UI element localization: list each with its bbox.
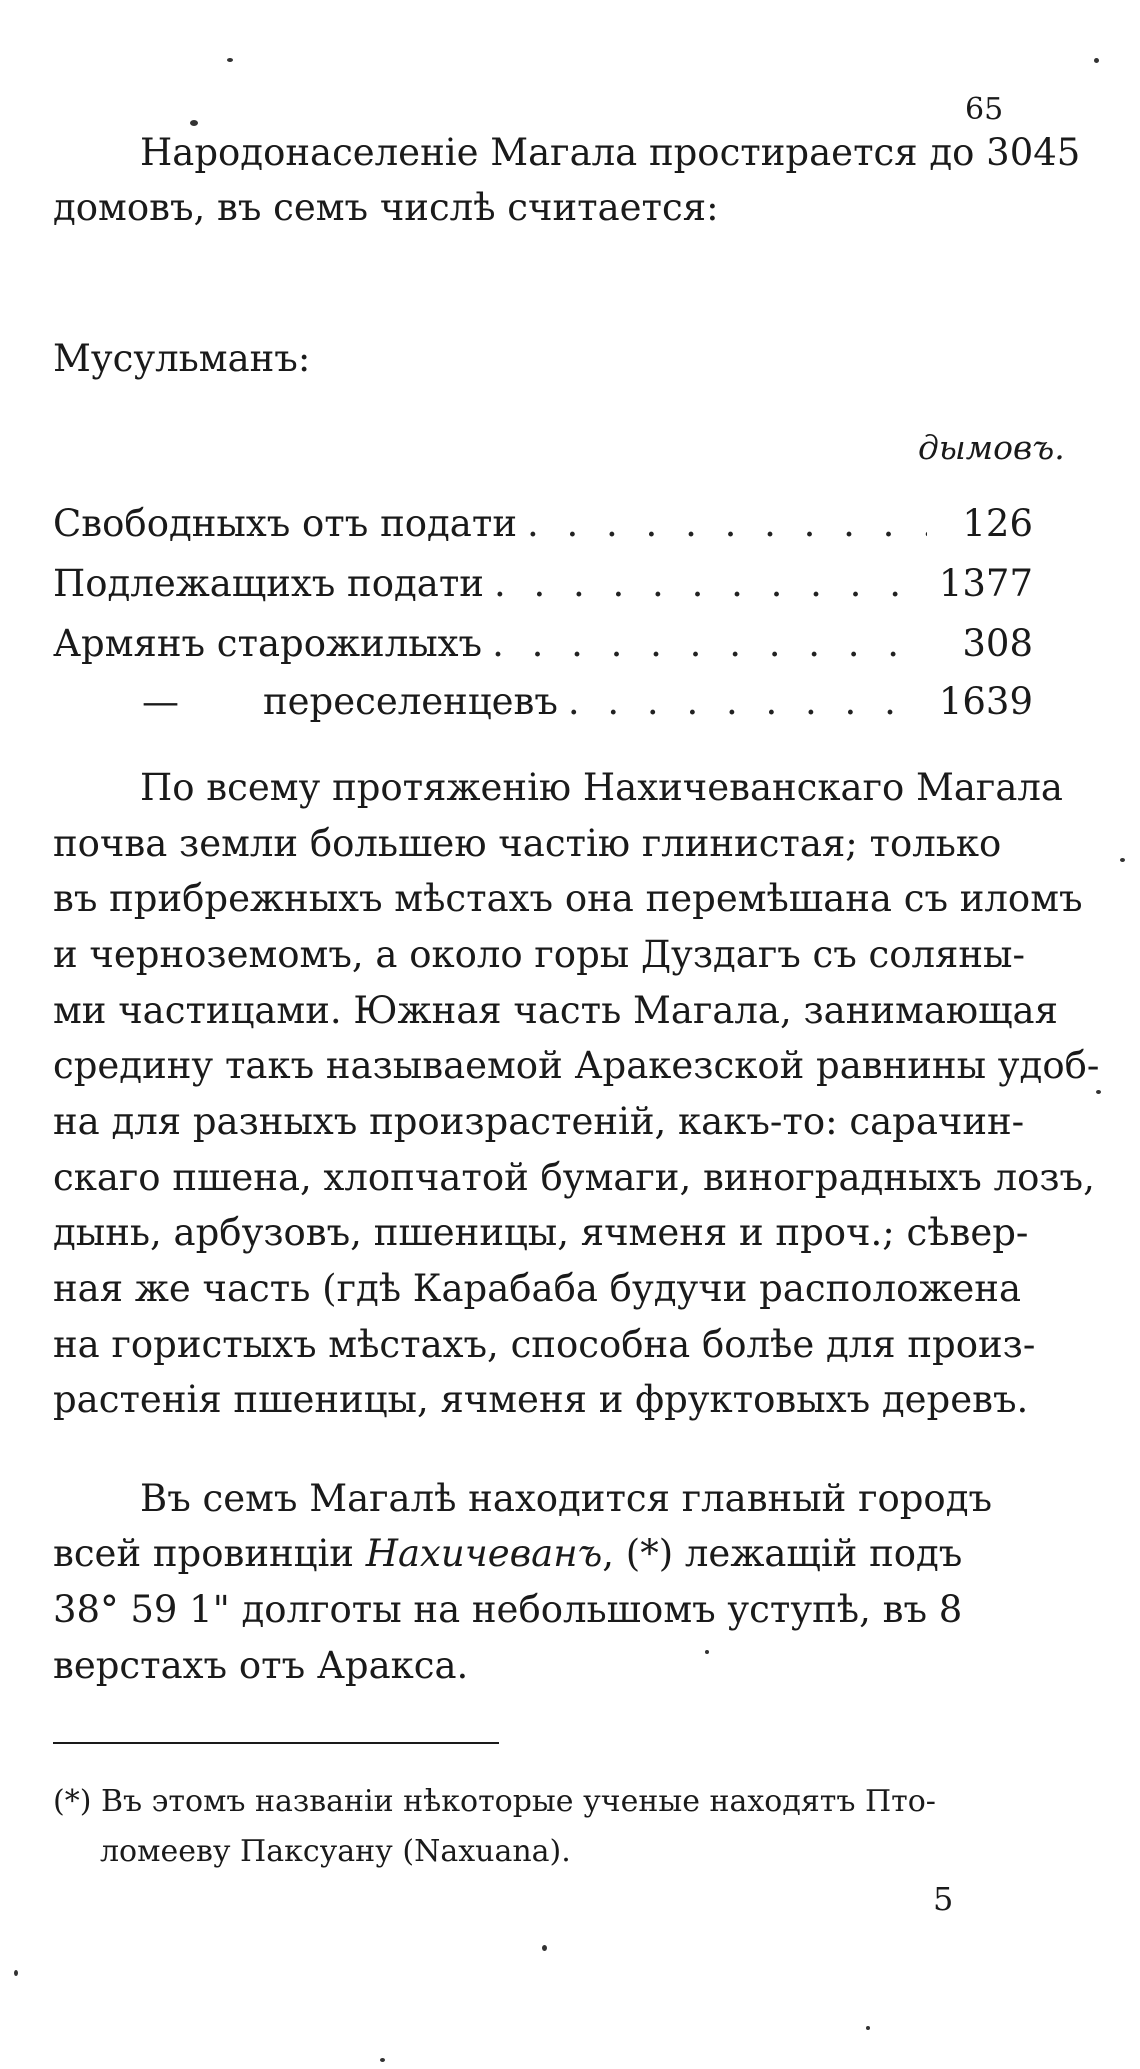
- scan-speck: [190, 120, 198, 126]
- count-label: Армянъ старожилыхъ: [53, 622, 483, 665]
- paragraph-3-line: [53, 1529, 962, 1579]
- intro-line-2: домовъ, въ семъ числѣ считается:: [53, 186, 719, 229]
- count-label-with-dash: [53, 680, 558, 723]
- scan-speck: [1096, 1090, 1101, 1094]
- paragraph-3-line: Въ семъ Магалѣ находится главный городъ: [140, 1477, 993, 1520]
- scan-speck: [866, 2026, 870, 2030]
- paragraph-3-text: , (*) лежащій подъ: [602, 1532, 963, 1575]
- intro-line-1: Народонаселеніе Магала простирается до 3045: [140, 131, 1081, 174]
- paragraph-2-line: ми частицами. Южная часть Магала, занимающая: [53, 989, 1058, 1032]
- paragraph-2-line: на для разныхъ произрастеній, какъ-то: сарачин-: [53, 1100, 1025, 1143]
- paragraph-2-line: и черноземомъ, а около горы Дуздагъ съ соляны-: [53, 933, 1026, 976]
- paragraph-2-line: въ прибрежныхъ мѣстахъ она перемѣшана съ иломъ: [53, 877, 1083, 920]
- paragraph-2-line: дынь, арбузовъ, пшеницы, ячменя и проч.; сѣвер-: [53, 1211, 1029, 1254]
- ditto-dash: —: [142, 680, 179, 723]
- dot-leader: [492, 622, 927, 665]
- signature-mark: 5: [933, 1880, 954, 1918]
- count-label: Свободныхъ отъ подати: [53, 502, 517, 545]
- count-value: 1377: [938, 562, 1033, 605]
- count-value: 308: [962, 622, 1033, 665]
- unit-header: дымовъ.: [918, 428, 1065, 467]
- scan-speck: [14, 1970, 18, 1976]
- count-label: Подлежащихъ подати: [53, 562, 484, 605]
- paragraph-2-line: растенія пшеницы, ячменя и фруктовыхъ деревъ.: [53, 1378, 1029, 1421]
- count-value: 126: [962, 502, 1033, 545]
- count-row: [53, 502, 1033, 552]
- dot-leader: [494, 562, 927, 605]
- paragraph-2-line: на гористыхъ мѣстахъ, способна болѣе для произ-: [53, 1323, 1036, 1366]
- paragraph-2-line: ная же часть (гдѣ Карабаба будучи расположена: [53, 1267, 1021, 1310]
- page-number: 65: [965, 92, 1004, 127]
- scan-speck: [227, 58, 233, 62]
- paragraph-3-line: 38° 59 1" долготы на небольшомъ уступѣ, въ 8: [53, 1588, 963, 1631]
- count-row: [53, 622, 1033, 672]
- footnote-line: (*) Въ этомъ названіи нѣкоторые ученые находятъ Пто-: [53, 1784, 936, 1819]
- paragraph-2-line: средину такъ называемой Аракезской равнины удоб-: [53, 1044, 1100, 1087]
- scan-speck: [380, 2058, 385, 2062]
- count-row: [53, 680, 1033, 730]
- footnote-rule: [53, 1742, 499, 1744]
- scan-speck: [1094, 58, 1099, 63]
- paragraph-3-line: верстахъ отъ Аракса.: [53, 1644, 469, 1687]
- paragraph-2-line: скаго пшена, хлопчатой бумаги, виноградныхъ лозъ,: [53, 1156, 1095, 1199]
- paragraph-3-text: всей провинціи: [53, 1532, 366, 1575]
- scan-speck: [705, 1650, 709, 1654]
- footnote-line: ломееву Паксуану (Naxuana).: [100, 1834, 571, 1869]
- dot-leader: [527, 502, 927, 545]
- count-label-text: переселенцевъ: [263, 680, 558, 723]
- count-value: 1639: [938, 680, 1033, 723]
- dot-leader: [568, 680, 927, 723]
- scan-speck: [1120, 858, 1125, 862]
- paragraph-2-line: почва земли большею частію глинистая; только: [53, 822, 1002, 865]
- scan-speck: [542, 1945, 547, 1951]
- paragraph-2-line: По всему протяженію Нахичеванскаго Магала: [140, 766, 1063, 809]
- city-name: Нахичеванъ: [365, 1532, 603, 1575]
- muslims-heading: Мусульманъ:: [53, 337, 311, 380]
- count-row: [53, 562, 1033, 612]
